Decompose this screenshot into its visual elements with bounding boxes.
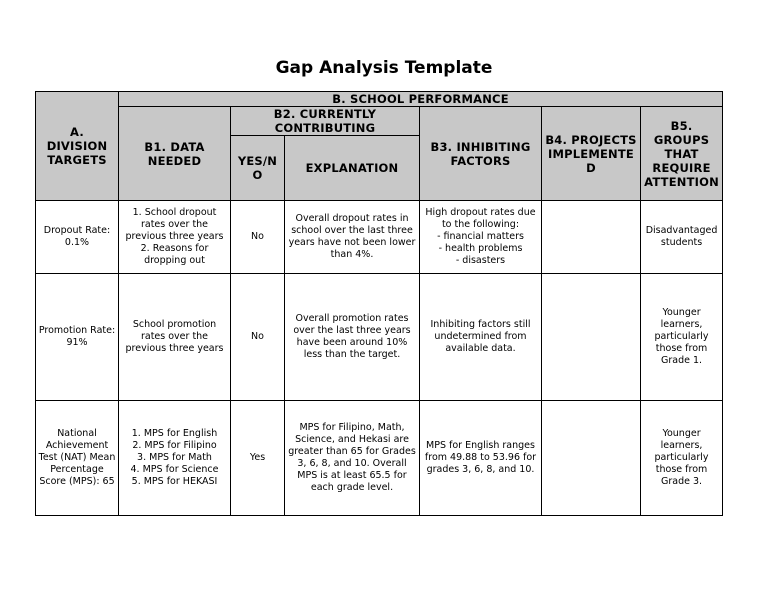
document-title: Gap Analysis Template (275, 58, 493, 78)
cell-projects (542, 274, 641, 401)
header-inhibiting-factors: B3. INHIBITING FACTORS (420, 107, 542, 201)
cell-data-needed: 1. School dropout rates over the previous three years 2. Reasons for dropping out (119, 201, 231, 274)
cell-explanation: Overall promotion rates over the last three years have been around 10% less than the target. (285, 274, 420, 401)
cell-inhibiting: High dropout rates due to the following: - financial matters - health problems - disasters (420, 201, 542, 274)
cell-groups: Younger learners, particularly those from Grade 3. (641, 401, 723, 516)
cell-target: National Achievement Test (NAT) Mean Percentage Score (MPS): 65 (36, 401, 119, 516)
header-currently-contributing: B2. CURRENTLY CONTRIBUTING (231, 107, 420, 136)
cell-data-needed: 1. MPS for English 2. MPS for Filipino 3. MPS for Math 4. MPS for Science 5. MPS for HEKASI (119, 401, 231, 516)
table-row (36, 274, 723, 401)
cell-explanation: MPS for Filipino, Math, Science, and Hekasi are greater than 65 for Grades 3, 6, 8, and 10. Overall MPS is at least 65.5 for each grade level. (285, 401, 420, 516)
cell-projects (542, 201, 641, 274)
header-division-targets: A. DIVISION TARGETS (36, 92, 119, 201)
cell-data-needed: School promotion rates over the previous three years (119, 274, 231, 401)
cell-inhibiting: Inhibiting factors still undetermined from available data. (420, 274, 542, 401)
cell-yes-no: No (231, 274, 285, 401)
header-explanation: EXPLANATION (285, 136, 420, 201)
header-groups-attention: B5. GROUPS THAT REQUIRE ATTENTION (641, 107, 723, 201)
header-data-needed: B1. DATA NEEDED (119, 107, 231, 201)
table-row (36, 401, 723, 516)
gap-analysis-table (35, 91, 723, 516)
cell-projects (542, 401, 641, 516)
cell-groups: Disadvantaged students (641, 201, 723, 274)
cell-yes-no: No (231, 201, 285, 274)
header-row-2 (36, 107, 723, 136)
cell-inhibiting: MPS for English ranges from 49.88 to 53.96 for grades 3, 6, 8, and 10. (420, 401, 542, 516)
cell-yes-no: Yes (231, 401, 285, 516)
cell-groups: Younger learners, particularly those from Grade 1. (641, 274, 723, 401)
header-row-1 (36, 92, 723, 107)
header-projects-implemented: B4. PROJECTS IMPLEMENTE D (542, 107, 641, 201)
header-school-performance: B. SCHOOL PERFORMANCE (119, 92, 723, 107)
cell-target: Promotion Rate: 91% (36, 274, 119, 401)
cell-explanation: Overall dropout rates in school over the last three years have not been lower than 4%. (285, 201, 420, 274)
cell-target: Dropout Rate: 0.1% (36, 201, 119, 274)
header-yes-no: YES/N O (231, 136, 285, 201)
table-row (36, 201, 723, 274)
